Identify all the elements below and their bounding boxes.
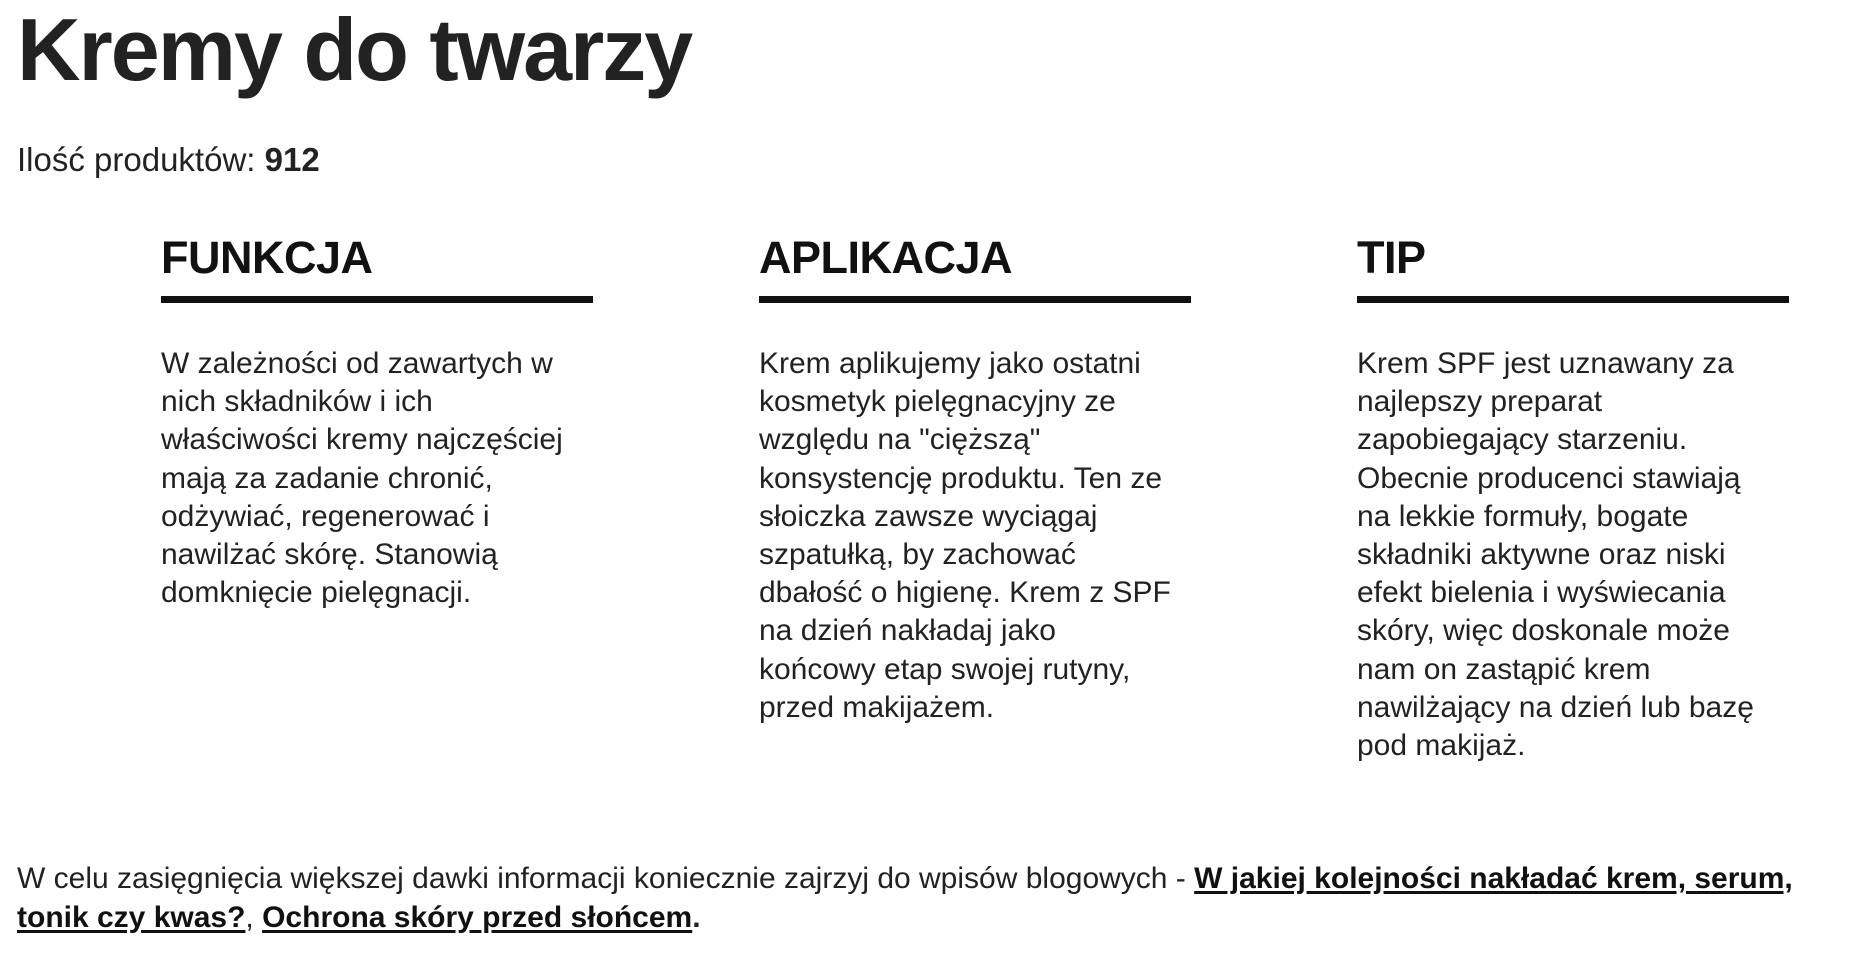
heading-underline bbox=[161, 296, 593, 303]
product-count-label: Ilość produktów: bbox=[17, 141, 256, 178]
heading-underline bbox=[759, 296, 1191, 303]
column-text-function: W zależności od zawartych w nich składników i ich właściwości kremy najczęściej mają za zadanie chronić, odżywiać, regenerować i nawilżać skórę. Stanowią domknięcie pielęgnacji. bbox=[161, 347, 563, 610]
product-count bbox=[17, 138, 320, 182]
column-heading-function: FUNKCJA bbox=[161, 232, 373, 283]
column-text-application: Krem aplikujemy jako ostatni kosmetyk pielęgnacyjny ze względu na "cięższą" konsystencję produktu. Ten ze słoiczka zawsze wyciągaj szpatułką, by zachować dbałość o higienę. Krem z SPF na dzień nakładaj jako końcowy etap swojej rutyny, przed makijażem. bbox=[759, 347, 1171, 724]
blog-info-intro: W celu zasięgnięcia większej dawki informacji koniecznie zajrzyj do wpisów blogowych - bbox=[17, 862, 1195, 895]
column-heading-tip: TIP bbox=[1357, 232, 1426, 283]
blog-info-paragraph bbox=[17, 860, 1867, 937]
column-text-tip: Krem SPF jest uznawany za najlepszy preparat zapobiegający starzeniu. Obecnie producenci stawiają na lekkie formuły, bogate składniki aktywne oraz niski efekt bielenia i wyświecania skóry, więc doskonale może nam on zastąpić krem nawilżający na dzień lub bazę pod makijaż. bbox=[1357, 347, 1754, 763]
link-separator: , bbox=[245, 900, 263, 934]
blog-link-order-of-application[interactable]: W jakiej kolejności nakładać krem, serum, tonik czy kwas? bbox=[17, 862, 1793, 934]
info-column-application bbox=[759, 228, 1191, 727]
heading-underline bbox=[1357, 296, 1789, 303]
page-title: Kremy do twarzy bbox=[17, 0, 692, 99]
column-heading-application: APLIKACJA bbox=[759, 232, 1013, 283]
info-column-function bbox=[161, 228, 593, 612]
product-count-value: 912 bbox=[264, 141, 320, 178]
info-column-tip bbox=[1357, 228, 1789, 765]
paragraph-end: . bbox=[692, 900, 701, 934]
blog-link-sun-protection[interactable]: Ochrona skóry przed słońcem bbox=[262, 900, 693, 934]
